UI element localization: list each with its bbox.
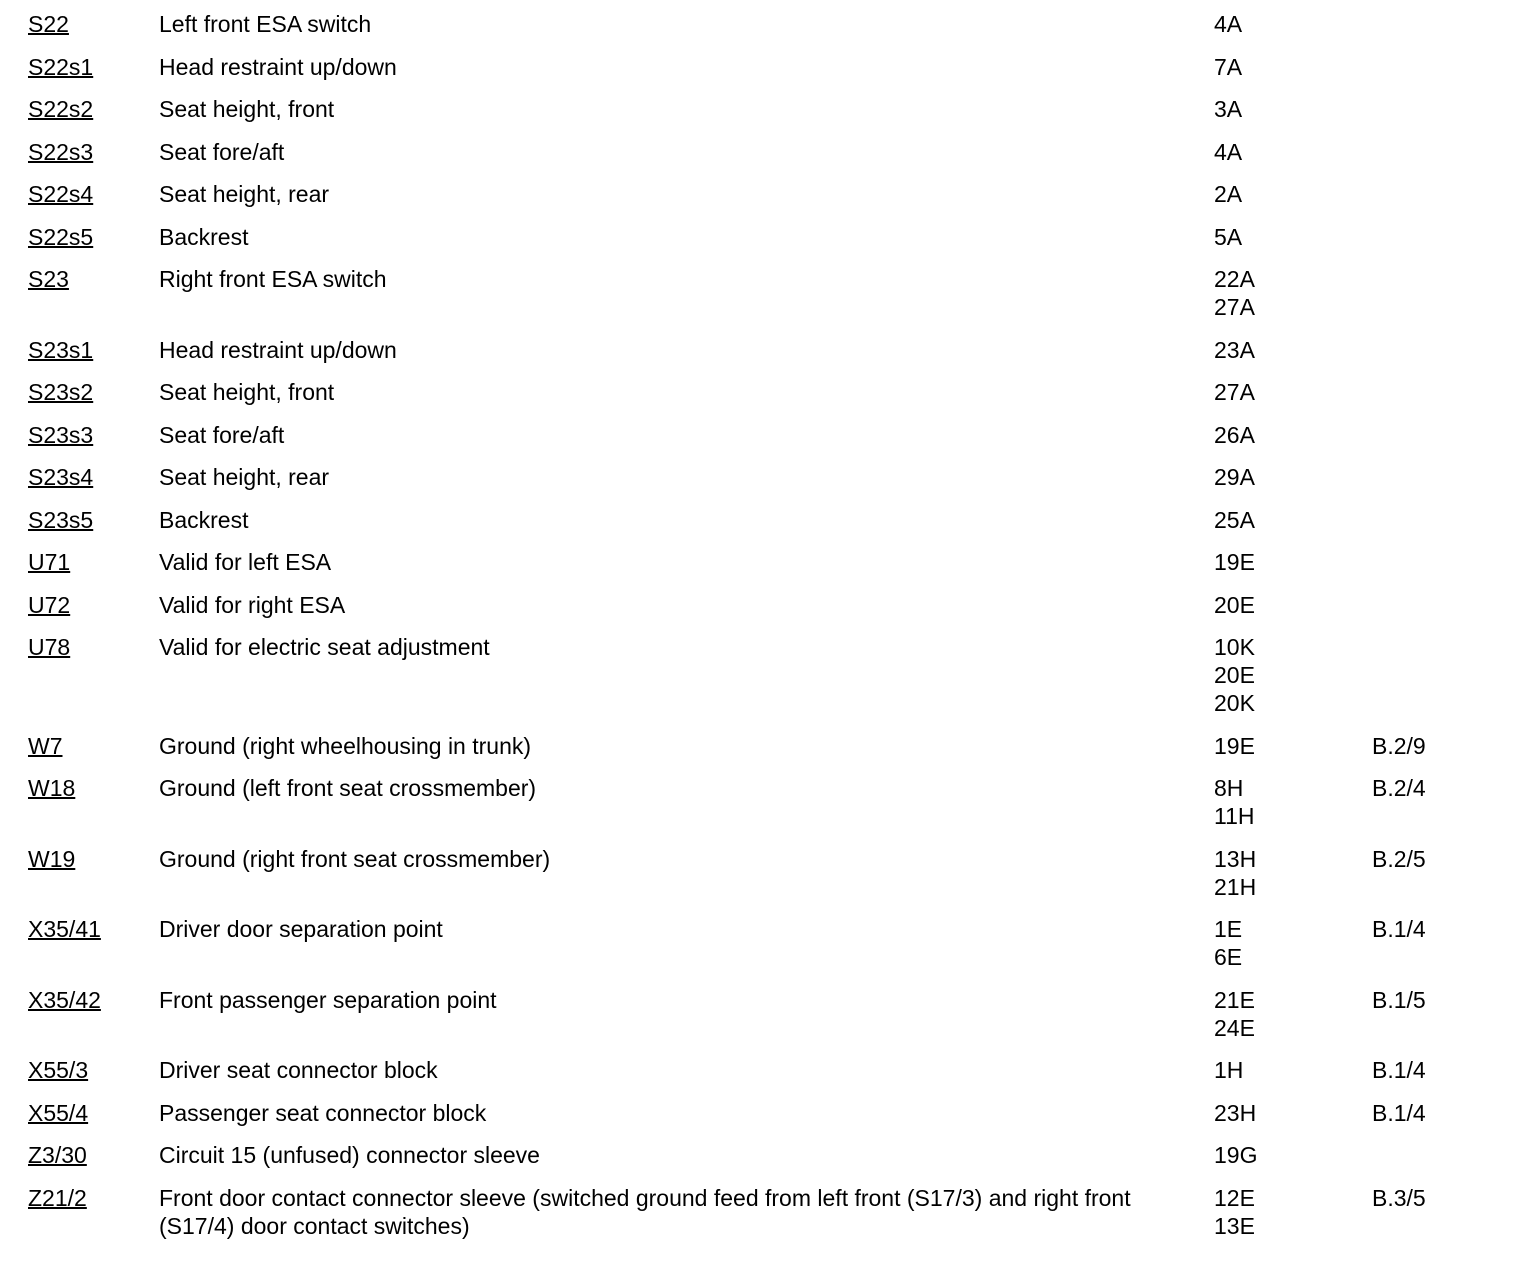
grid-location-cell	[1214, 774, 1372, 830]
component-description: Ground (left front seat crossmember)	[159, 775, 537, 801]
grid-location: 21H	[1214, 873, 1257, 900]
component-code: Z21/2	[28, 1184, 87, 1211]
component-code-cell	[0, 53, 159, 81]
grid-location: 20E	[1214, 662, 1255, 688]
diagram-reference: B.1/5	[1372, 986, 1426, 1013]
table-row	[0, 548, 1520, 576]
component-code: X55/3	[28, 1057, 89, 1083]
component-description: Ground (right wheelhousing in trunk)	[159, 732, 532, 759]
table-row	[0, 421, 1520, 449]
component-code-cell	[0, 378, 159, 406]
grid-location: 19E	[1214, 732, 1255, 759]
grid-location: 1H	[1214, 1057, 1244, 1083]
grid-location: 21E	[1214, 986, 1255, 1013]
diagram-reference: B.2/9	[1372, 732, 1426, 759]
grid-location: 5A	[1214, 223, 1243, 250]
grid-location: 19G	[1214, 1142, 1258, 1168]
component-code: S22s4	[28, 181, 94, 207]
component-code-cell	[0, 421, 159, 449]
grid-location-cell	[1214, 336, 1372, 364]
component-code: S23s2	[28, 379, 94, 405]
component-description: Seat height, front	[159, 96, 335, 122]
grid-location-cell	[1214, 421, 1372, 449]
component-description: Driver door separation point	[159, 916, 443, 942]
grid-location: 7A	[1214, 53, 1243, 80]
component-code: U72	[28, 591, 71, 618]
grid-location: 23A	[1214, 336, 1255, 363]
grid-location: 23H	[1214, 1099, 1257, 1126]
component-code: S22	[28, 11, 69, 37]
component-code: S22s3	[28, 138, 94, 165]
grid-location: 29A	[1214, 464, 1255, 490]
grid-location-cell	[1214, 180, 1372, 208]
component-code-cell	[0, 548, 159, 576]
table-row	[0, 336, 1520, 364]
component-description: Front door contact connector sleeve (switched ground feed from left front (S17/3) and right front (S17/4) door contact switches)	[159, 1184, 1131, 1239]
grid-location: 24E	[1214, 1014, 1255, 1041]
grid-location: 22A	[1214, 266, 1255, 292]
diagram-reference: B.3/5	[1372, 1184, 1426, 1211]
component-description: Passenger seat connector block	[159, 1099, 487, 1126]
component-description: Right front ESA switch	[159, 266, 387, 292]
component-code-cell	[0, 1184, 159, 1212]
table-row	[0, 986, 1520, 1042]
component-description: Driver seat connector block	[159, 1057, 438, 1083]
component-code-cell	[0, 336, 159, 364]
grid-location: 27A	[1214, 294, 1255, 320]
component-code-cell	[0, 180, 159, 208]
component-code: U78	[28, 634, 71, 660]
diagram-reference: B.1/4	[1372, 1057, 1426, 1083]
component-code-cell	[0, 223, 159, 251]
grid-location: 4A	[1214, 11, 1243, 37]
grid-location: 10K	[1214, 634, 1255, 660]
grid-location-cell	[1214, 1184, 1372, 1240]
grid-location: 13H	[1214, 845, 1257, 872]
component-code-cell	[0, 845, 159, 873]
table-row	[0, 138, 1520, 166]
component-description: Seat fore/aft	[159, 421, 285, 448]
component-description: Seat height, rear	[159, 181, 330, 207]
component-code-cell	[0, 732, 159, 760]
grid-location: 8H	[1214, 775, 1244, 801]
component-code: X35/42	[28, 986, 101, 1013]
grid-location-cell	[1214, 986, 1372, 1042]
diagram-reference: B.1/4	[1372, 1099, 1426, 1126]
component-code-cell	[0, 1099, 159, 1127]
component-code: Z3/30	[28, 1142, 87, 1168]
component-code: W18	[28, 775, 76, 801]
grid-location: 6E	[1214, 944, 1243, 970]
component-description: Backrest	[159, 506, 249, 533]
component-code-cell	[0, 591, 159, 619]
grid-location: 20E	[1214, 591, 1255, 618]
table-row	[0, 1056, 1520, 1084]
grid-location: 25A	[1214, 506, 1255, 533]
component-code: W19	[28, 845, 76, 872]
component-code: U71	[28, 549, 71, 575]
component-description: Backrest	[159, 223, 249, 250]
table-row	[0, 378, 1520, 406]
component-table	[0, 10, 1520, 1240]
component-code-cell	[0, 138, 159, 166]
component-code-cell	[0, 774, 159, 802]
grid-location-cell	[1214, 915, 1372, 971]
component-description: Seat height, rear	[159, 464, 330, 490]
component-description: Circuit 15 (unfused) connector sleeve	[159, 1142, 540, 1168]
component-code-cell	[0, 95, 159, 123]
component-code: X55/4	[28, 1099, 89, 1126]
table-row	[0, 633, 1520, 717]
grid-location: 12E	[1214, 1184, 1255, 1211]
component-code: S22s5	[28, 223, 94, 250]
component-description: Head restraint up/down	[159, 336, 397, 363]
grid-location: 2A	[1214, 181, 1243, 207]
table-row	[0, 774, 1520, 830]
grid-location-cell	[1214, 845, 1372, 901]
table-row	[0, 95, 1520, 123]
component-code-cell	[0, 1141, 159, 1169]
grid-location: 27A	[1214, 379, 1255, 405]
table-row	[0, 732, 1520, 760]
grid-location-cell	[1214, 265, 1372, 321]
table-row	[0, 1141, 1520, 1169]
grid-location-cell	[1214, 591, 1372, 619]
grid-location-cell	[1214, 1099, 1372, 1127]
grid-location: 1E	[1214, 916, 1243, 942]
component-code-cell	[0, 463, 159, 491]
component-code: S23s3	[28, 421, 94, 448]
grid-location-cell	[1214, 506, 1372, 534]
component-description: Seat fore/aft	[159, 138, 285, 165]
grid-location-cell	[1214, 1056, 1372, 1084]
table-row	[0, 1184, 1520, 1240]
grid-location: 11H	[1214, 803, 1255, 829]
component-code-cell	[0, 10, 159, 38]
table-row	[0, 1099, 1520, 1127]
grid-location-cell	[1214, 732, 1372, 760]
table-row	[0, 265, 1520, 321]
diagram-reference: B.2/4	[1372, 775, 1426, 801]
component-code: S22s1	[28, 53, 94, 80]
table-row	[0, 845, 1520, 901]
component-description: Front passenger separation point	[159, 986, 497, 1013]
grid-location-cell	[1214, 223, 1372, 251]
component-description: Seat height, front	[159, 379, 335, 405]
grid-location-cell	[1214, 138, 1372, 166]
grid-location-cell	[1214, 548, 1372, 576]
component-code: X35/41	[28, 916, 101, 942]
component-code-cell	[0, 506, 159, 534]
grid-location: 19E	[1214, 549, 1255, 575]
grid-location-cell	[1214, 633, 1372, 717]
grid-location: 26A	[1214, 421, 1255, 448]
grid-location-cell	[1214, 10, 1372, 38]
table-row	[0, 506, 1520, 534]
grid-location-cell	[1214, 1141, 1372, 1169]
grid-location-cell	[1214, 95, 1372, 123]
grid-location-cell	[1214, 463, 1372, 491]
component-code: S23s4	[28, 464, 94, 490]
component-code: S23s5	[28, 506, 94, 533]
component-description: Head restraint up/down	[159, 53, 397, 80]
component-description: Ground (right front seat crossmember)	[159, 845, 551, 872]
grid-location: 3A	[1214, 96, 1243, 122]
grid-location: 13E	[1214, 1212, 1255, 1239]
grid-location: 4A	[1214, 138, 1243, 165]
component-code: S23s1	[28, 336, 94, 363]
component-code-cell	[0, 265, 159, 293]
diagram-reference: B.1/4	[1372, 916, 1426, 942]
grid-location-cell	[1214, 53, 1372, 81]
grid-location: 20K	[1214, 690, 1255, 716]
diagram-reference: B.2/5	[1372, 845, 1426, 872]
table-row	[0, 53, 1520, 81]
component-code: S23	[28, 266, 69, 292]
table-row	[0, 10, 1520, 38]
component-description: Valid for electric seat adjustment	[159, 634, 490, 660]
table-row	[0, 463, 1520, 491]
component-code-cell	[0, 915, 159, 943]
table-row	[0, 180, 1520, 208]
component-description: Left front ESA switch	[159, 11, 372, 37]
grid-location-cell	[1214, 378, 1372, 406]
component-code-cell	[0, 1056, 159, 1084]
component-code: S22s2	[28, 96, 94, 122]
component-code-cell	[0, 986, 159, 1014]
component-description: Valid for left ESA	[159, 549, 332, 575]
table-row	[0, 223, 1520, 251]
component-description: Valid for right ESA	[159, 591, 346, 618]
component-code: W7	[28, 732, 63, 759]
component-code-cell	[0, 633, 159, 661]
table-row	[0, 915, 1520, 971]
table-row	[0, 591, 1520, 619]
